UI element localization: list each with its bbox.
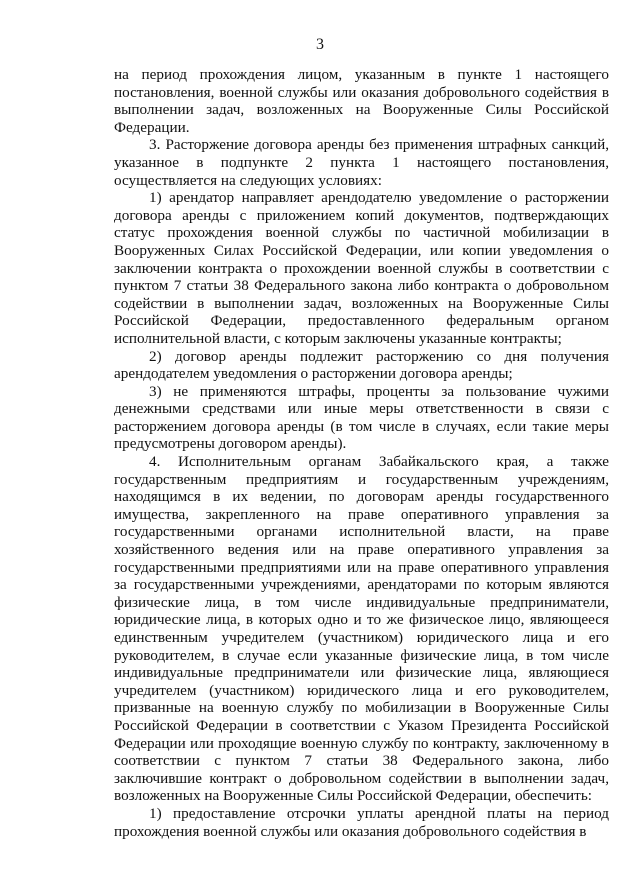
document-body [114,66,609,840]
paragraph-clause-3-item-1: 1) арендатор направляет арендодателю уведомление о расторжении договора аренды с приложением копий документов, подтверждающих статус прохождения военной службы по частичной мобилизации в Вооруженных Силах Российской Федерации, или копии уведомления о заключении контракта о прохождении военной службы в соответствии с пунктом 7 статьи 38 Федерального закона либо контракта о добровольном содействии в выполнении задач, возложенных на Вооруженные Силы Российской Федерации, предоставленного федеральным органом исполнительной власти, с которым заключены указанные контракты; [114,189,609,347]
paragraph-clause-3-item-3: 3) не применяются штрафы, проценты за пользование чужими денежными средствами или иные меры ответственности в связи с расторжением договора аренды (в том числе в случаях, если такие меры предусмотрены договором аренды). [114,382,609,453]
paragraph-clause-3-item-2: 2) договор аренды подлежит расторжению со дня получения арендодателем уведомления о расторжении договора аренды; [114,347,609,383]
page-number: 3 [316,36,324,53]
paragraph-continuation: на период прохождения лицом, указанным в пункте 1 настоящего постановления, военной службы или оказания добровольного содействия в выполнении задач, возложенных на Вооруженные Силы Российской Федерации. [114,66,609,136]
paragraph-clause-4-item-1: 1) предоставление отсрочки уплаты арендной платы на период прохождения военной службы или оказания добровольного содействия в [114,804,609,840]
paragraph-clause-3: 3. Расторжение договора аренды без применения штрафных санкций, указанное в подпункте 2 пункта 1 настоящего постановления, осуществляется на следующих условиях: [114,136,609,189]
paragraph-clause-4: 4. Исполнительным органам Забайкальского края, а также государственным предприятиям и государственным учреждениям, находящимся в их ведении, по договорам аренды государственного имущества, закрепленного на праве оперативного управления за государственными органами исполнительной власти, на праве хозяйственного ведения или на праве оперативного управления за государственными предприятиями или на праве оперативного управления за государственными учреждениями, арендаторами по которым являются физические лица, в том числе индивидуальные предприниматели, юридические лица, в которых одно и то же физическое лицо, являющееся единственным учредителем (участником) юридического лица и его руководителем, в случае если указанные физические лица, в том числе индивидуальные предприниматели или физические лица, являющиеся учредителем (участником) юридического лица и его руководителем, призванные на военную службу по мобилизации в Вооруженные Силы Российской Федерации в соответствии с Указом Президента Российской Федерации или проходящие военную службу по контракту, заключенному в соответствии с пунктом 7 статьи 38 Федерального закона, либо заключившие контракт о добровольном содействии в выполнении задач, возложенных на Вооруженные Силы Российской Федерации, обеспечить: [114,453,609,805]
